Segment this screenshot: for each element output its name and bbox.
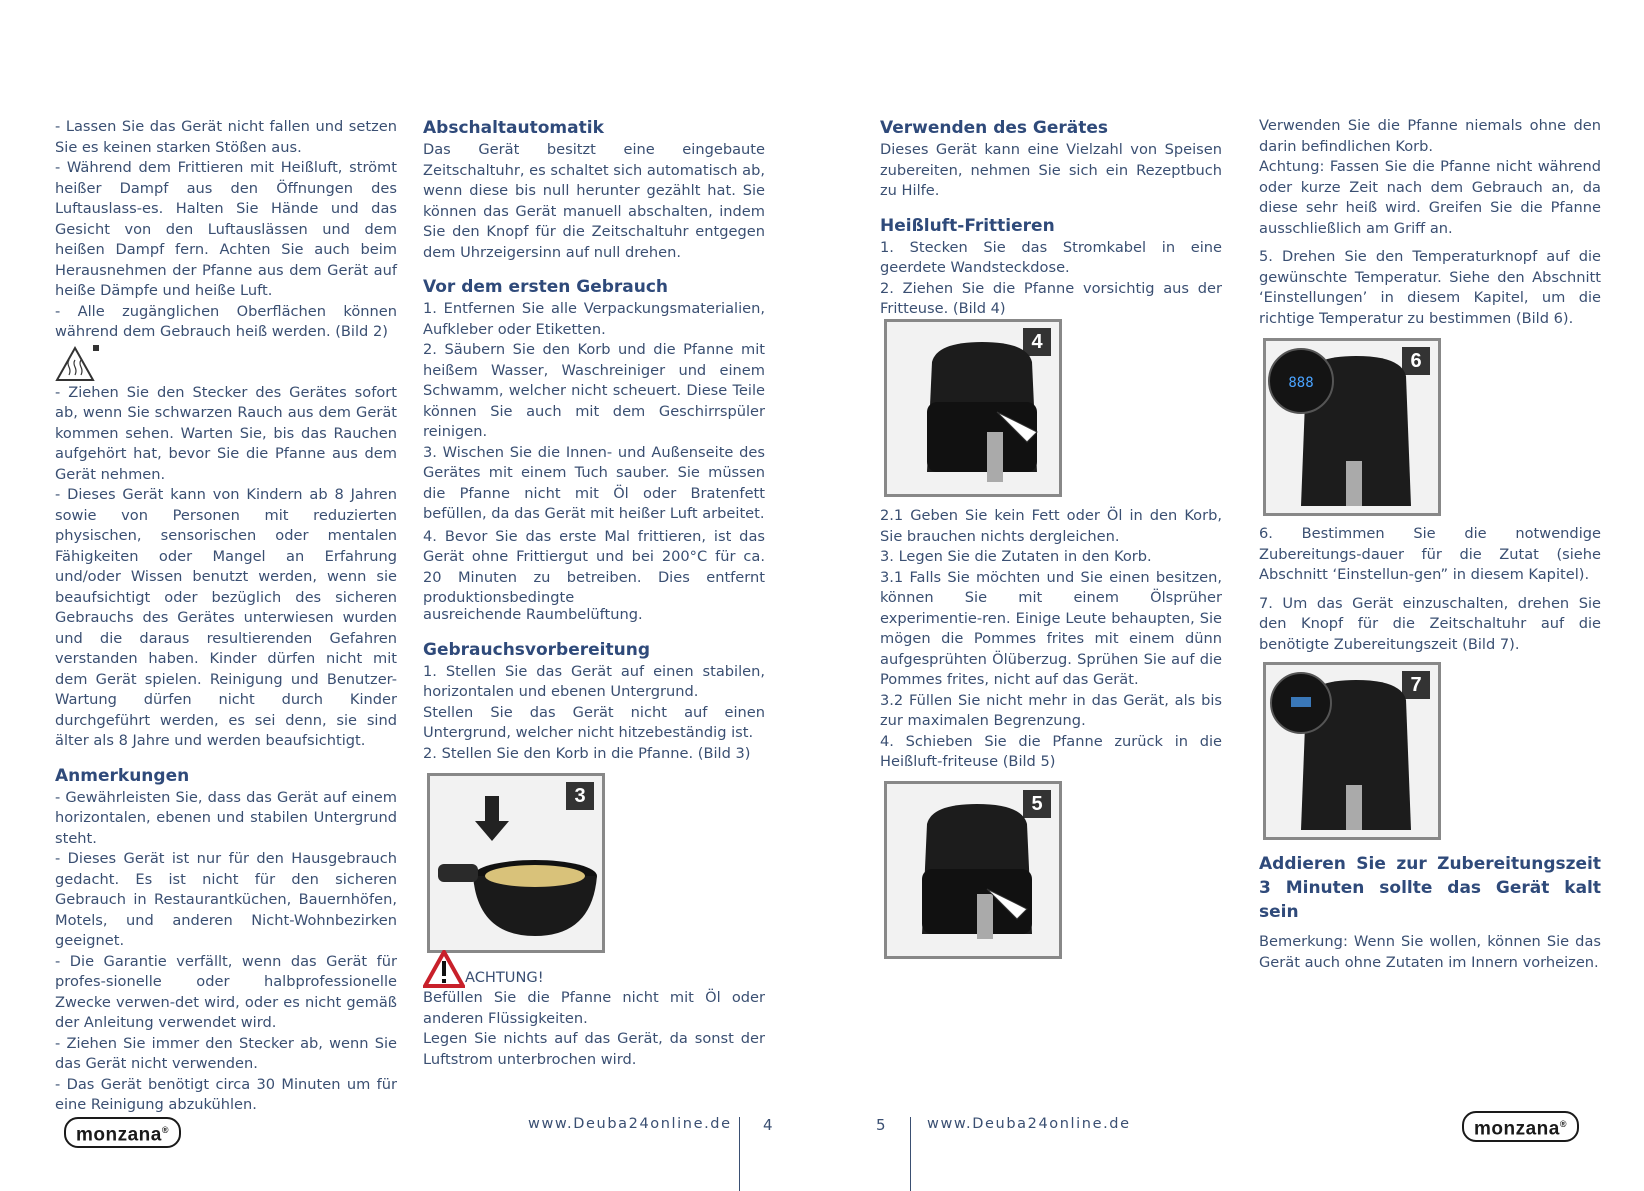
achtung-row <box>423 958 765 988</box>
temperature-display: 888 <box>1288 375 1314 391</box>
paragraph: - Ziehen Sie immer den Stecker ab, wenn Sie das Gerät nicht verwenden. <box>55 1034 397 1072</box>
paragraph: 7. Um das Gerät einzuschalten, drehen Sie den Knopf für die Zeitschaltuhr auf die benötigte Zubereitungszeit (Bild 7). <box>1259 594 1601 653</box>
figure-number: 6 <box>1402 347 1430 375</box>
paragraph: - Alle zugänglichen Oberflächen können während dem Gebrauch heiß werden. (Bild 2) <box>55 302 397 340</box>
paragraph: 4. Bevor Sie das erste Mal frittieren, ist das Gerät ohne Frittiergut und bei 200°C für ca. 20 Minuten zu betreiben. Dies entfernt produktionsbedingte <box>423 527 765 606</box>
paragraph: 1. Stecken Sie das Stromkabel in eine geerdete Wandsteckdose. <box>880 238 1222 276</box>
paragraph: Achtung: Fassen Sie die Pfanne nicht während oder kurze Zeit nach dem Gebrauch an, da diese sehr heiß wird. Greifen Sie die Pfanne ausschließlich am Griff an. <box>1259 158 1601 237</box>
basket-illustration <box>430 776 602 950</box>
paragraph: Befüllen Sie die Pfanne nicht mit Öl oder anderen Flüssigkeiten. <box>423 989 765 1027</box>
paragraph: Stellen Sie das Gerät nicht auf einen Untergrund, welcher nicht hitzebeständig ist. <box>423 703 765 741</box>
figure-number: 7 <box>1402 671 1430 699</box>
paragraph: Legen Sie nichts auf das Gerät, da sonst der Luftstrom unterbrochen wird. <box>423 1030 765 1068</box>
paragraph: 1. Entfernen Sie alle Verpackungsmaterialien, Aufkleber oder Etiketten. <box>423 300 765 338</box>
paragraph: - Gewährleisten Sie, dass das Gerät auf einem horizontalen, ebenen und stabilen Untergrund steht. <box>55 788 397 847</box>
section-heading-verwenden: Verwenden des Gerätes <box>880 118 1109 138</box>
air-fryer-illustration <box>887 784 1059 956</box>
column-3 <box>880 116 1222 320</box>
registered-mark: ® <box>1559 1119 1567 1129</box>
registered-mark: ® <box>161 1125 169 1135</box>
warning-triangle-icon <box>423 950 465 988</box>
cold-device-warning: Addieren Sie zur Zubereitungszeit 3 Minuten sollte das Gerät kalt sein <box>1259 854 1601 922</box>
website-url-right[interactable]: www.Deuba24online.de <box>927 1116 1131 1132</box>
page-divider-right <box>910 1117 911 1191</box>
section-heading-abschaltautomatik: Abschaltautomatik <box>423 118 604 138</box>
paragraph: - Dieses Gerät ist nur für den Hausgebrauch gedacht. Es ist nicht für den sicheren Gebrauch in Restaurantküchen, Bauernhöfen, Motels, und anderen Nicht-Wohnbezirken geeignet. <box>55 850 397 949</box>
column-3-lower <box>880 506 1222 773</box>
paragraph: - Ziehen Sie den Stecker des Gerätes sofort ab, wenn Sie schwarzen Rauch aus dem Gerät kommen sehen. Warten Sie, bis das Rauchen aufgehört hat, bevor Sie die Pfanne aus dem Gerät nehmen. <box>55 383 397 483</box>
section-heading-heissluft-frittieren: Heißluft-Frittieren <box>880 215 1055 236</box>
paragraph: - Während dem Frittieren mit Heißluft, strömt heißer Dampf aus den Öffnungen des Luftauslass-es. Halten Sie Hände und das Gesicht von den Luftauslässen und dem heißen Dampf fern. Achten Sie auch beim Herausnehmen der Pfanne aus dem Gerät auf heiße Dämpfe und heiße Luft. <box>55 159 397 299</box>
paragraph: 5. Drehen Sie den Temperaturknopf auf die gewünschte Temperatur. Siehe den Abschnitt ‘Einstellungen’ in diesem Kapitel, um die richtige Temperatur zu bestimmen (Bild 6). <box>1259 248 1601 327</box>
paragraph: Bemerkung: Wenn Sie wollen, können Sie das Gerät auch ohne Zutaten im Innern vorheizen. <box>1259 933 1601 971</box>
page-number-left: 4 <box>763 1116 773 1134</box>
figure-number: 5 <box>1023 790 1051 818</box>
paragraph: - Dieses Gerät kann von Kindern ab 8 Jahren sowie von Personen mit reduzierten physischen, sensorischen oder mentalen Fähigkeiten oder Mangel an Erfahrung und/oder Wissen benutzt werden, wenn sie beaufsichtigt oder bezüglich des sicheren Gebrauchs des Gerätes unterwiesen wurden und die daraus resultierenden Gefahren verstanden haben. Kinder dürfen nicht mit dem Gerät spielen. Reinigung und Benutzer-Wartung dürfen nicht durch Kinder durchgeführt werden, es sei denn, sie sind älter als 8 Jahre und werden beaufsichtigt. <box>55 486 397 749</box>
paragraph: 2. Säubern Sie den Korb und die Pfanne mit heißem Wasser, Waschreiniger und einem Schwamm, welcher nicht scheuert. Diese Teile können Sie auch mit dem Geschirrspüler reinigen. <box>423 341 765 440</box>
figure-7-timer-photo <box>1263 662 1441 840</box>
logo-text: monzana <box>76 1124 162 1146</box>
section-heading-gebrauchsvorbereitung: Gebrauchsvorbereitung <box>423 639 650 660</box>
figure-4-pull-pan-photo <box>884 319 1062 497</box>
page-divider-left <box>739 1117 740 1191</box>
paragraph: Dieses Gerät kann eine Vielzahl von Speisen zubereiten, nehmen Sie sich ein Rezeptbuch zu Hilfe. <box>880 141 1222 199</box>
column-4-lower <box>1259 852 1601 973</box>
paragraph: - Die Garantie verfällt, wenn das Gerät für profes-sionelle oder halbprofessionelle Zwecke verwen-det wird, oder es nicht gemäß der Anleitung verwendet wird. <box>55 952 397 1031</box>
section-heading-vor-dem-ersten-gebrauch: Vor dem ersten Gebrauch <box>423 277 669 297</box>
paragraph: 2. Ziehen Sie die Pfanne vorsichtig aus der Fritteuse. (Bild 4) <box>880 279 1222 317</box>
paragraph: 4. Schieben Sie die Pfanne zurück in die Heißluft-friteuse (Bild 5) <box>880 732 1222 770</box>
paragraph: 2. Stellen Sie den Korb in die Pfanne. (Bild 3) <box>423 744 751 762</box>
column-4-mid <box>1259 524 1601 655</box>
paragraph: 3. Legen Sie die Zutaten in den Korb. <box>880 548 1152 565</box>
figure-number: 4 <box>1023 328 1051 356</box>
brand-logo-right <box>1462 1111 1579 1142</box>
paragraph: 1. Stellen Sie das Gerät auf einen stabilen, horizontalen und ebenen Untergrund. <box>423 662 765 700</box>
brand-logo-left <box>64 1117 181 1148</box>
figure-3-basket-photo <box>427 773 605 953</box>
section-heading-anmerkungen: Anmerkungen <box>55 765 190 786</box>
column-4 <box>1259 116 1601 329</box>
paragraph: 3.2 Füllen Sie nicht mehr in das Gerät, als bis zur maximalen Begrenzung. <box>880 691 1222 729</box>
paragraph: ausreichende Raumbelüftung. <box>423 606 643 623</box>
column-1 <box>55 117 397 1116</box>
column-2-warning <box>423 958 765 1070</box>
paragraph: 2.1 Geben Sie kein Fett oder Öl in den Korb, Sie brauchen nichts dergleichen. <box>880 507 1222 545</box>
air-fryer-display-illustration <box>1266 341 1438 513</box>
paragraph: 3.1 Falls Sie möchten und Sie einen besitzen, können Sie mit einem Ölsprüher experimentie-ren. Einige Leute behaupten, Sie mögen die Pommes frites mit einem dünn aufgesprühten Ölüberzug. Sprühen Sie auf die Pommes frites, nicht auf das Gerät. <box>880 568 1222 688</box>
air-fryer-illustration <box>887 322 1059 494</box>
figure-number: 3 <box>566 782 594 810</box>
paragraph: 3. Wischen Sie die Innen- und Außenseite des Gerätes mit einem Tuch sauber. Sie müssen die Pfanne nicht mit Öl oder Bratenfett befüllen, da das Gerät mit heißer Luft arbeitet. <box>423 443 765 522</box>
paragraph: Das Gerät besitzt eine eingebaute Zeitschaltuhr, es schaltet sich automatisch ab, wenn diese bis null herunter gezählt hat. Sie können das Gerät manuell abschalten, indem Sie den Knopf für die Zeitschaltuhr entgegen dem Uhrzeigersinn auf null drehen. <box>423 141 765 261</box>
logo-text: monzana <box>1474 1118 1560 1140</box>
page-number-right: 5 <box>876 1116 886 1134</box>
achtung-label: ACHTUNG! <box>465 968 544 986</box>
paragraph: - Lassen Sie das Gerät nicht fallen und setzen Sie es keinen starken Stößen aus. <box>55 118 397 156</box>
hot-surface-warning-icon <box>55 343 397 383</box>
figure-5-insert-pan-photo <box>884 781 1062 959</box>
paragraph: Verwenden Sie die Pfanne niemals ohne den darin befindlichen Korb. <box>1259 117 1601 155</box>
paragraph: - Das Gerät benötigt circa 30 Minuten um für eine Reinigung abzukühlen. <box>55 1075 397 1113</box>
column-2 <box>423 116 765 609</box>
paragraph: 6. Bestimmen Sie die notwendige Zubereitungs-dauer für die Zutat (siehe Abschnitt ‘Einstellun-gen” in diesem Kapitel). <box>1259 525 1601 583</box>
figure-6-temperature-photo <box>1263 338 1441 516</box>
air-fryer-timer-illustration <box>1266 665 1438 837</box>
column-2-lower <box>423 605 765 764</box>
website-url-left[interactable]: www.Deuba24online.de <box>528 1116 732 1132</box>
